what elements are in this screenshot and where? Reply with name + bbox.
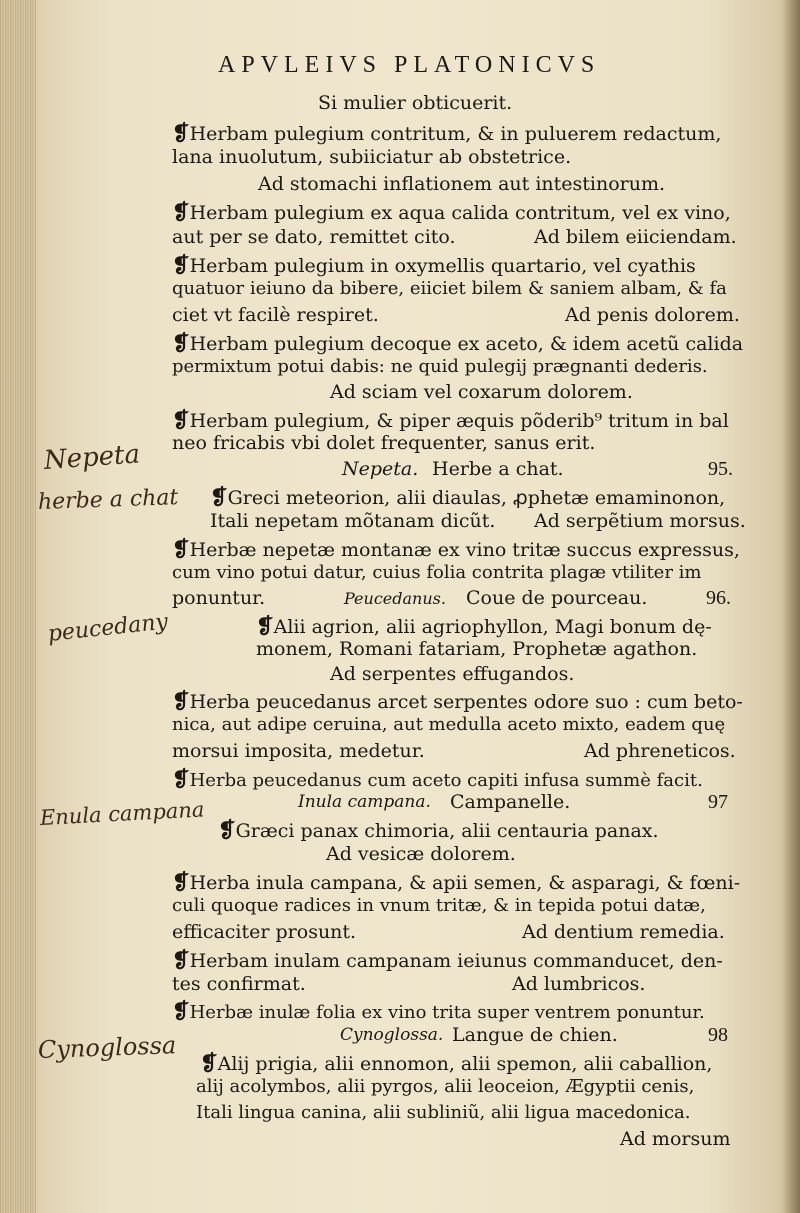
text-line: ciet vt facilè respiret. xyxy=(172,304,379,326)
text-line: Itali lingua canina, alii subliniũ, alii ligua macedonica. xyxy=(196,1102,691,1123)
pilcrow-mark: ❡ xyxy=(256,613,274,638)
line-text: Herbam pulegium, & piper æquis põderib⁹ tritum in bal xyxy=(189,410,729,432)
herb-french-name: Langue de chien. xyxy=(452,1024,618,1046)
line-text: Herbæ inulæ folia ex vino trita super ventrem ponuntur. xyxy=(189,1002,705,1023)
marginal-note-peucedany: peucedany xyxy=(46,609,170,647)
herb-french-name: Campanelle. xyxy=(450,791,571,813)
pilcrow-mark: ❡ xyxy=(172,120,190,145)
text-line: nica, aut adipe ceruina, aut medulla aceto mixto, eadem quę xyxy=(172,714,726,735)
text-line: Itali nepetam mõtanam dicũt. xyxy=(210,510,496,532)
pilcrow-mark: ❡ xyxy=(172,407,190,432)
heading-stomachi: Ad stomachi inflationem aut intestinorum. xyxy=(258,173,666,195)
pilcrow-mark: ❡ xyxy=(172,330,190,355)
line-text: Alij prigia, alii ennomon, alii spemon, alii caballion, xyxy=(217,1053,713,1075)
herb-title-peucedanus: Peucedanus. xyxy=(344,589,446,608)
line-text: Herba peucedanus arcet serpentes odore suo : cum beto- xyxy=(189,691,743,713)
heading-serpentium: Ad serpẽtium morsus. xyxy=(534,510,746,532)
text-line: tes confirmat. xyxy=(172,973,306,995)
marginal-note-cynoglossa: Cynoglossa xyxy=(37,1031,177,1064)
line-text: Herba inula campana, & apii semen, & asparagi, & fœni- xyxy=(189,872,741,894)
text-line xyxy=(172,998,705,1023)
text-line xyxy=(218,817,659,842)
marginal-note-herbe-a-chat: herbe a chat xyxy=(37,485,179,515)
line-text: Alii agrion, alii agriophyllon, Magi bonum dę- xyxy=(273,616,712,638)
marginal-note-nepeta: Nepeta xyxy=(42,439,141,476)
heading-bilem: Ad bilem eiiciendam. xyxy=(534,226,737,248)
herb-french-name: Coue de pourceau. xyxy=(466,587,648,609)
chapter-number: 98 xyxy=(708,1024,728,1046)
text-line xyxy=(172,252,696,277)
heading-serpentes: Ad serpentes effugandos. xyxy=(330,663,575,685)
text-line: lana inuolutum, subiiciatur ab obstetrice. xyxy=(172,146,572,168)
text-line: monem, Romani fatariam, Prophetæ agathon. xyxy=(256,638,698,660)
herb-title-inula: Inula campana. xyxy=(298,792,431,812)
line-text: Herbam inulam campanam ieiunus commanducet, den- xyxy=(189,950,723,972)
pilcrow-mark: ❡ xyxy=(218,817,236,842)
heading-vesicae: Ad vesicæ dolorem. xyxy=(326,843,516,865)
text-line xyxy=(172,536,740,561)
text-line: efficaciter prosunt. xyxy=(172,921,357,943)
pilcrow-mark: ❡ xyxy=(200,1050,218,1075)
text-line: quatuor ieiuno da bibere, eiiciet bilem & saniem albam, & fa xyxy=(172,278,727,299)
text-line xyxy=(172,407,729,432)
pilcrow-mark: ❡ xyxy=(172,766,190,791)
chapter-number: 96. xyxy=(706,587,731,609)
text-line xyxy=(172,947,723,972)
text-line xyxy=(256,613,712,638)
pilcrow-mark: ❡ xyxy=(210,484,228,509)
text-line: aut per se dato, remittet cito. xyxy=(172,226,456,248)
spine-shadow xyxy=(782,0,800,1213)
heading-si-mulier: Si mulier obticuerit. xyxy=(318,92,513,114)
text-line: culi quoque radices in vnum tritæ, & in tepida potui datæ, xyxy=(172,895,706,916)
text-line: permixtum potui dabis: ne quid pulegij prægnanti dederis. xyxy=(172,356,708,377)
heading-sciam: Ad sciam vel coxarum dolorem. xyxy=(330,381,633,403)
text-line xyxy=(172,120,721,145)
pilcrow-mark: ❡ xyxy=(172,536,190,561)
herb-french-name: Herbe a chat. xyxy=(432,458,564,480)
running-head: APVLEIVS PLATONICVS xyxy=(218,52,601,78)
line-text: Herbam pulegium in oxymellis quartario, vel cyathis xyxy=(189,255,696,277)
chapter-number: 97 xyxy=(708,791,728,813)
text-line xyxy=(172,199,731,224)
text-line xyxy=(210,484,725,509)
herb-title-cynoglossa: Cynoglossa. xyxy=(340,1025,444,1045)
text-line xyxy=(172,688,743,713)
text-line: alij acolymbos, alii pyrgos, alii leoceion, Ægyptii cenis, xyxy=(196,1076,695,1097)
line-text: Herbæ nepetæ montanæ ex vino tritæ succus expressus, xyxy=(189,539,740,561)
line-text: Herbam pulegium contritum, & in puluerem redactum, xyxy=(189,123,722,145)
text-line xyxy=(200,1050,712,1075)
page-fore-edge xyxy=(0,0,36,1213)
line-text: Herbam pulegium ex aqua calida contritum, vel ex vino, xyxy=(189,202,731,224)
text-line xyxy=(172,330,743,355)
pilcrow-mark: ❡ xyxy=(172,688,190,713)
text-line: cum vino potui datur, cuius folia contrita plagæ vtiliter im xyxy=(172,562,702,583)
heading-penis: Ad penis dolorem. xyxy=(565,304,740,326)
heading-morsum: Ad morsum xyxy=(620,1128,731,1150)
heading-dentium: Ad dentium remedia. xyxy=(522,921,725,943)
chapter-number: 95. xyxy=(708,458,733,480)
line-text: Greci meteorion, alii diaulas, ꝓphetæ emaminonon, xyxy=(227,487,726,509)
text-line xyxy=(172,766,703,791)
line-text: Græci panax chimoria, alii centauria panax. xyxy=(235,820,659,842)
text-line xyxy=(172,869,740,894)
marginal-note-enula-campana: Enula campana xyxy=(39,797,205,830)
herb-title-nepeta: Nepeta. xyxy=(342,458,419,480)
text-line: ponuntur. xyxy=(172,587,266,609)
line-text: Herba peucedanus cum aceto capiti infusa summè facit. xyxy=(189,770,703,791)
pilcrow-mark: ❡ xyxy=(172,199,190,224)
text-line: morsui imposita, medetur. xyxy=(172,740,425,762)
pilcrow-mark: ❡ xyxy=(172,252,190,277)
pilcrow-mark: ❡ xyxy=(172,947,190,972)
text-line: neo fricabis vbi dolet frequenter, sanus erit. xyxy=(172,432,596,454)
line-text: Herbam pulegium decoque ex aceto, & idem acetũ calida xyxy=(189,333,744,355)
heading-phreneticos: Ad phreneticos. xyxy=(584,740,736,762)
pilcrow-mark: ❡ xyxy=(172,998,190,1023)
heading-lumbricos: Ad lumbricos. xyxy=(512,973,646,995)
pilcrow-mark: ❡ xyxy=(172,869,190,894)
